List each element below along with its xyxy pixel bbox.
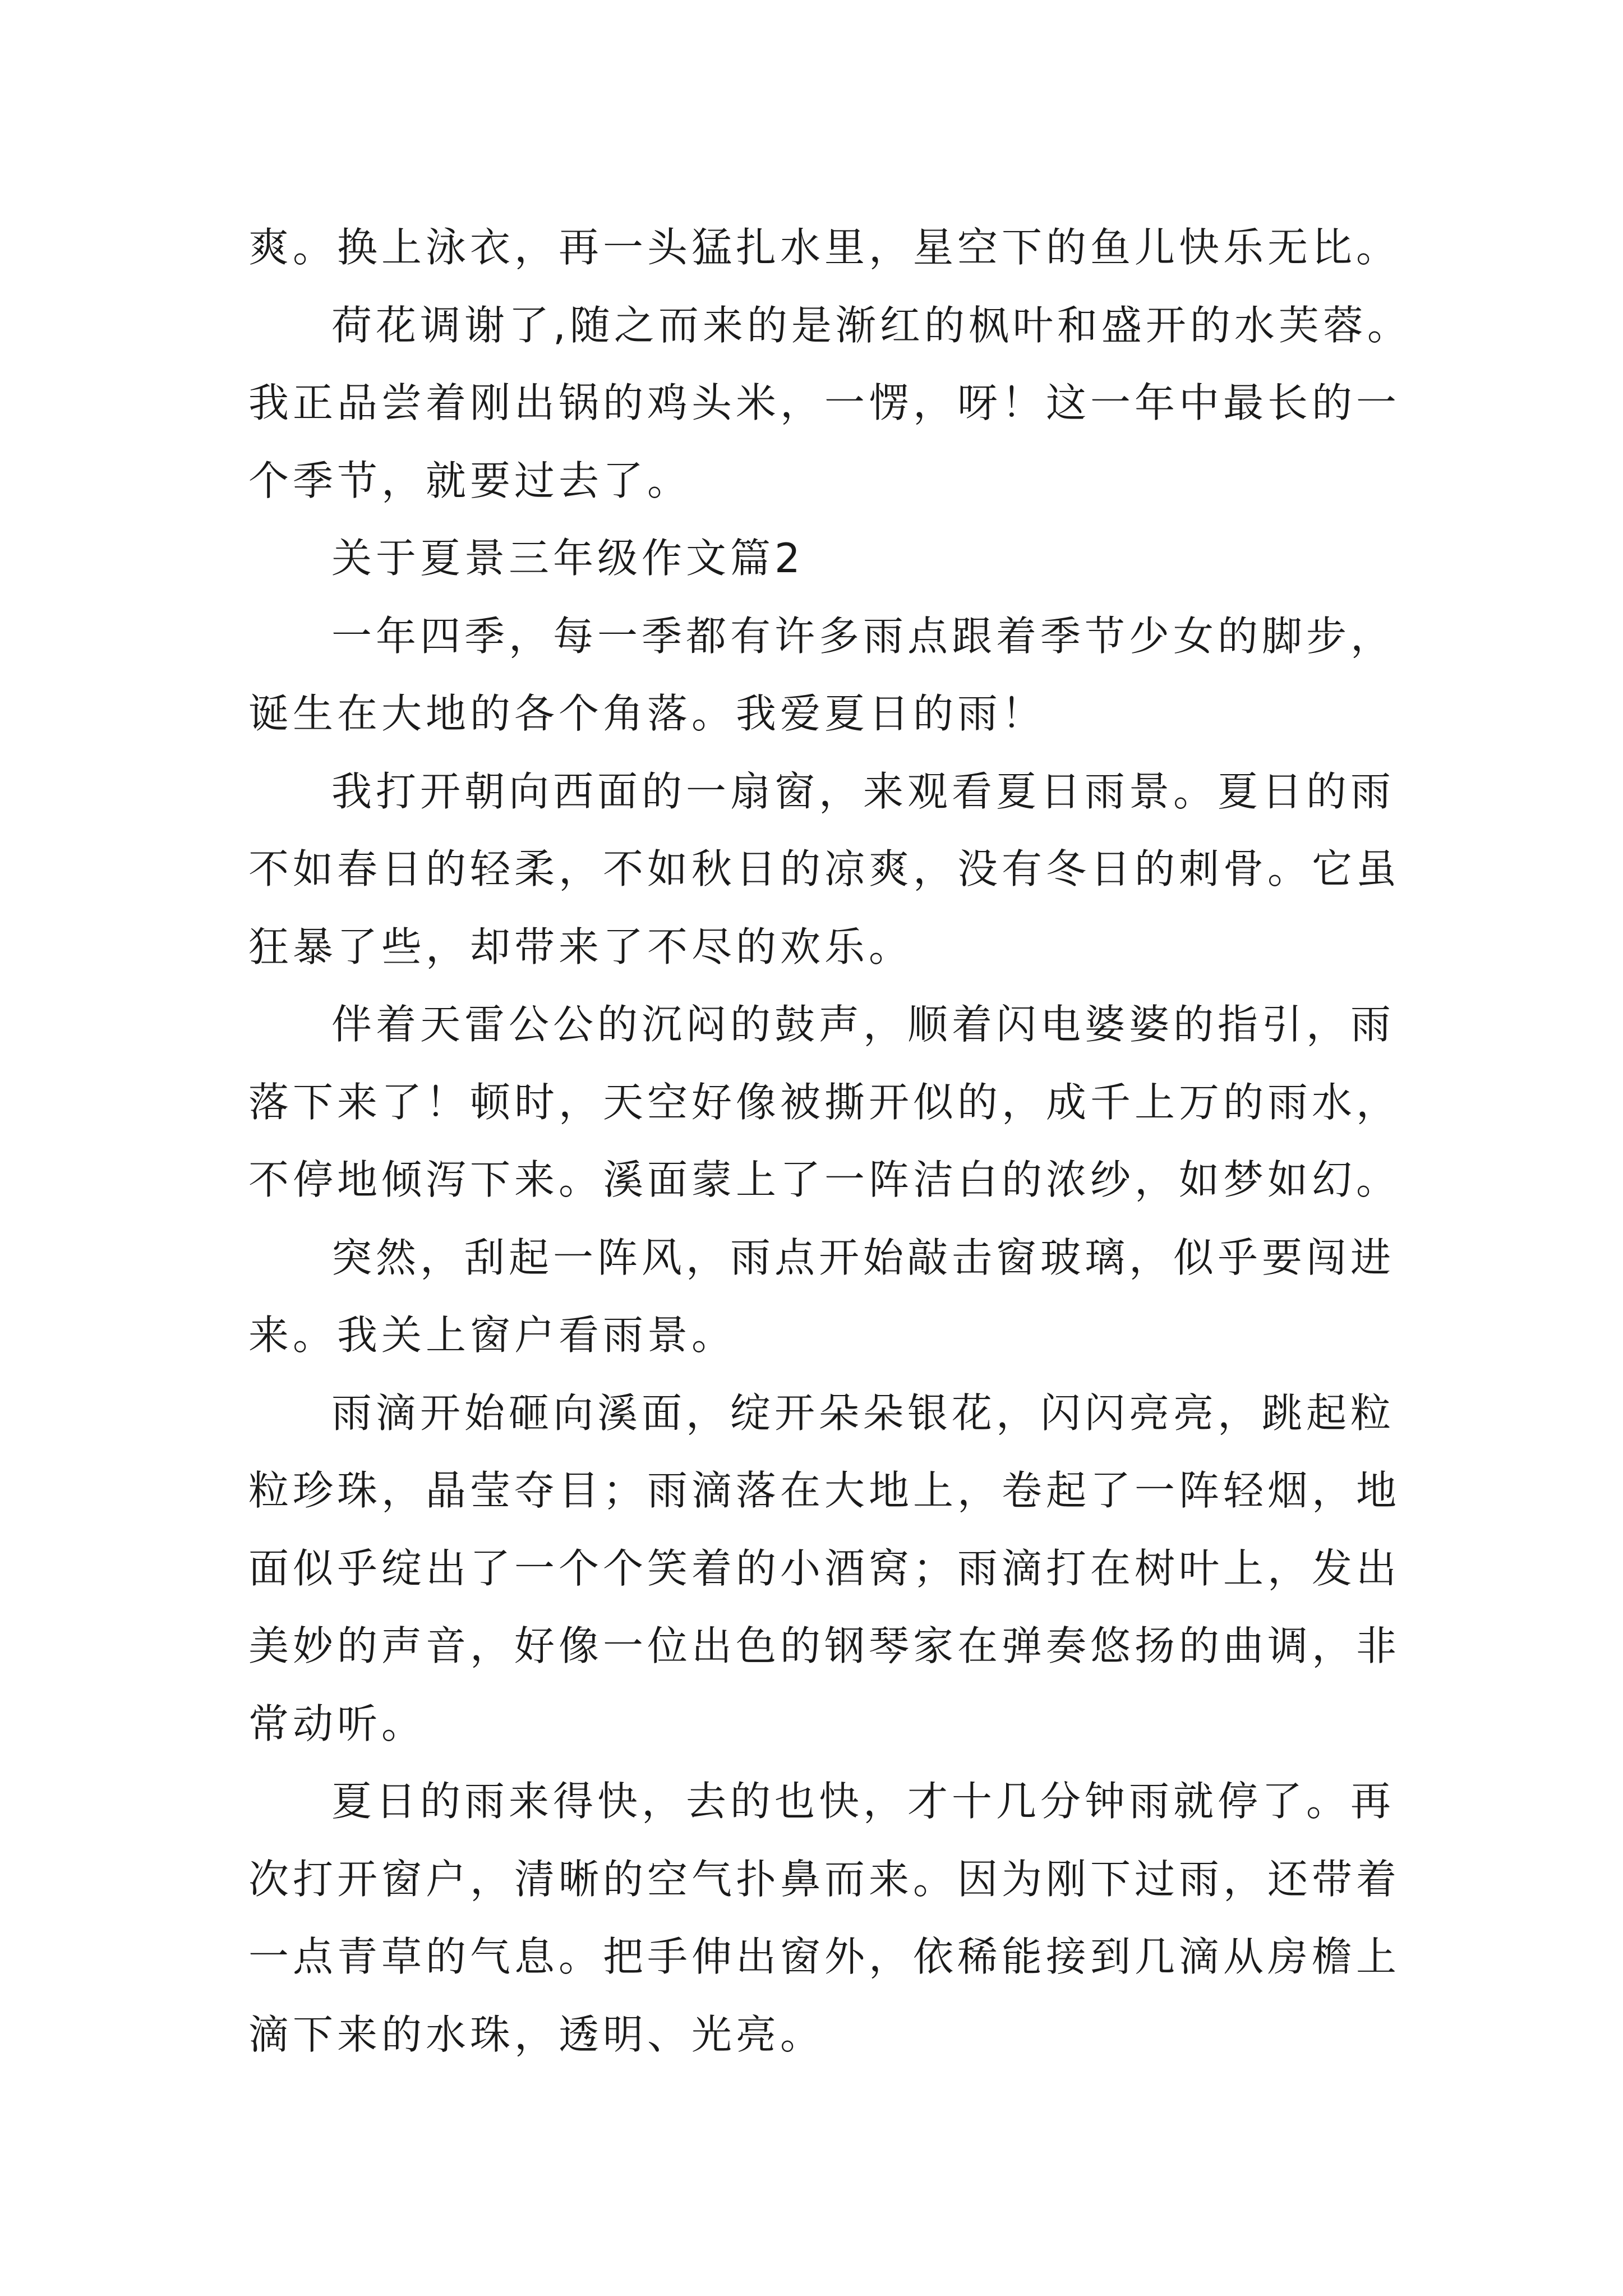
- text-line: 粒珍珠，晶莹夺目；雨滴落在大地上，卷起了一阵轻烟，地: [248, 1467, 1401, 1514]
- text-line: 狂暴了些，却带来了不尽的欢乐。: [248, 923, 914, 970]
- text-line: 滴下来的水珠，透明、光亮。: [248, 2010, 825, 2058]
- text-line: 面似乎绽出了一个个笑着的小酒窝；雨滴打在树叶上，发出: [248, 1544, 1401, 1592]
- text-line: 美妙的声音，好像一位出色的钢琴家在弹奏悠扬的曲调，非: [248, 1622, 1401, 1669]
- text-line: 常动听。: [248, 1700, 426, 1747]
- text-line: 我正品尝着刚出锅的鸡头米，一愣，呀！这一年中最长的一: [248, 379, 1401, 426]
- document-body: [248, 209, 1449, 2073]
- section-heading: 关于夏景三年级作文篇2: [331, 535, 804, 582]
- text-line: 我打开朝向西面的一扇窗，来观看夏日雨景。夏日的雨: [331, 767, 1395, 815]
- text-line: 个季节，就要过去了。: [248, 457, 692, 504]
- text-line: 雨滴开始砸向溪面，绽开朵朵银花，闪闪亮亮，跳起粒: [331, 1389, 1395, 1437]
- text-line: 伴着天雷公公的沉闷的鼓声，顺着闪电婆婆的指引，雨: [331, 1001, 1395, 1048]
- text-line: 不停地倾泻下来。溪面蒙上了一阵洁白的浓纱，如梦如幻。: [248, 1156, 1401, 1203]
- text-line: 爽。换上泳衣，再一头猛扎水里，星空下的鱼儿快乐无比。: [248, 224, 1401, 271]
- text-line: 一点青草的气息。把手伸出窗外，依稀能接到几滴从房檐上: [248, 1933, 1401, 1980]
- text-line: 夏日的雨来得快，去的也快，才十几分钟雨就停了。再: [331, 1778, 1395, 1825]
- text-line: 突然，刮起一阵风，雨点开始敲击窗玻璃，似乎要闯进: [331, 1234, 1395, 1281]
- text-line: 一年四季，每一季都有许多雨点跟着季节少女的脚步，: [331, 612, 1395, 660]
- text-line: 诞生在大地的各个角落。我爱夏日的雨！: [248, 690, 1046, 737]
- text-line: 不如春日的轻柔，不如秋日的凉爽，没有冬日的刺骨。它虽: [248, 845, 1401, 892]
- text-line: 次打开窗户，清晰的空气扑鼻而来。因为刚下过雨，还带着: [248, 1855, 1401, 1903]
- text-line: 落下来了！顿时，天空好像被撕开似的，成千上万的雨水，: [248, 1078, 1401, 1126]
- text-line: 荷花调谢了,随之而来的是渐红的枫叶和盛开的水芙蓉。: [331, 301, 1412, 349]
- text-line: 来。我关上窗户看雨景。: [248, 1312, 736, 1359]
